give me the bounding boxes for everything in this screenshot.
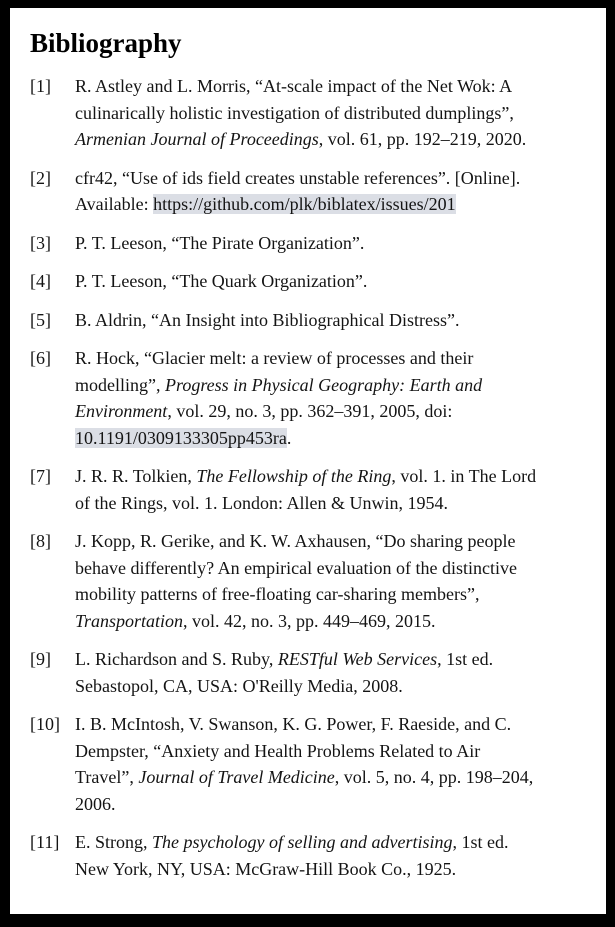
reference-link[interactable]: 10.1191/0309133305pp453ra: [75, 427, 287, 448]
reference-text: [75, 711, 533, 817]
reference-text-segment: J. R. R. Tolkien,: [75, 466, 197, 486]
reference-title-italic: Journal of Travel Medicine: [138, 767, 335, 787]
reference-title-italic: RESTful Web Services: [277, 649, 438, 669]
reference-entry: [30, 711, 588, 817]
reference-number: [4]: [30, 271, 51, 291]
reference-entry: [30, 230, 588, 257]
reference-text-segment: , 1st ed.: [452, 832, 509, 852]
reference-number: [7]: [30, 466, 51, 486]
reference-text-segment: , 1st ed.: [437, 649, 494, 669]
reference-text-segment: Dempster, “Anxiety and Health Problems Related to Air: [75, 740, 481, 761]
reference-text-segment: R. Hock, “Glacier melt: a review of processes and their: [75, 348, 474, 368]
reference-entry: [30, 165, 588, 218]
reference-text: [75, 165, 520, 218]
reference-text-segment: , vol. 5, no. 4, pp. 198–204,: [334, 767, 534, 787]
reference-text: [75, 307, 459, 334]
reference-text-segment: mobility patterns of free-floating car-sharing members”,: [75, 584, 480, 604]
reference-text-segment: behave differently? An empirical evaluation of the distinctive: [75, 557, 518, 578]
reference-number: [3]: [30, 232, 51, 253]
reference-entry: [30, 307, 588, 334]
reference-title-italic: The Fellowship of the Ring: [196, 466, 392, 486]
reference-text-segment: 2006.: [75, 793, 116, 814]
reference-text-segment: culinarically holistic investigation of distributed dumplings”,: [75, 102, 514, 123]
document-page: [10, 8, 606, 914]
reference-text: [75, 528, 517, 634]
reference-number: [1]: [30, 76, 51, 96]
reference-title-italic: Progress in Physical Geography: Earth and: [164, 374, 483, 395]
reference-text-segment: Sebastopol, CA, USA: O'Reilly Media, 2008.: [75, 675, 403, 696]
reference-entry: [30, 829, 588, 882]
reference-text-segment: , vol. 1. in The Lord: [391, 466, 537, 486]
reference-entry: [30, 463, 588, 516]
reference-entry: [30, 345, 588, 451]
reference-number: [9]: [30, 649, 51, 669]
reference-text: [75, 345, 482, 451]
reference-text-segment: modelling”,: [75, 374, 165, 395]
reference-entry: [30, 646, 588, 699]
reference-number: [5]: [30, 309, 51, 330]
reference-text-segment: P. T. Leeson, “The Quark Organization”.: [75, 271, 368, 291]
reference-text-segment: of the Rings, vol. 1. London: Allen & Unwin, 1954.: [75, 492, 448, 513]
reference-text-segment: R. Astley and L. Morris, “At-scale impact of the Net Wok: A: [75, 76, 513, 96]
reference-text-segment: I. B. McIntosh, V. Swanson, K. G. Power, F. Raeside, and C.: [75, 714, 512, 734]
reference-text-segment: , vol. 29, no. 3, pp. 362–391, 2005, doi:: [167, 401, 453, 421]
reference-text: [75, 230, 364, 257]
reference-text-segment: L. Richardson and S. Ruby,: [75, 649, 278, 669]
reference-title-italic: Environment: [75, 401, 168, 421]
reference-number: [2]: [30, 167, 51, 188]
reference-text-segment: .: [286, 427, 292, 448]
reference-title-italic: Armenian Journal of Proceedings: [75, 129, 319, 149]
reference-text: [75, 268, 367, 295]
reference-text-segment: B. Aldrin, “An Insight into Bibliographical Distress”.: [75, 309, 460, 330]
reference-entry: [30, 73, 588, 153]
reference-text: [75, 646, 493, 699]
reference-text: [75, 73, 526, 153]
reference-text-segment: , vol. 42, no. 3, pp. 449–469, 2015.: [183, 610, 436, 631]
reference-link[interactable]: https://github.com/plk/biblatex/issues/201: [153, 194, 456, 214]
reference-title-italic: Transportation: [75, 610, 184, 631]
reference-list: [30, 73, 588, 882]
reference-number: [8]: [30, 531, 51, 551]
reference-entry: [30, 268, 588, 295]
reference-number: [10]: [30, 714, 60, 734]
reference-number: [6]: [30, 348, 51, 368]
reference-text-segment: New York, NY, USA: McGraw-Hill Book Co., 1925.: [75, 858, 457, 879]
reference-text-segment: J. Kopp, R. Gerike, and K. W. Axhausen, “Do sharing people: [75, 531, 516, 551]
reference-text: [75, 829, 508, 882]
bibliography-heading: Bibliography: [30, 28, 182, 58]
reference-text-segment: , vol. 61, pp. 192–219, 2020.: [318, 129, 527, 149]
reference-text-segment: Travel”,: [75, 767, 139, 787]
reference-text-segment: E. Strong,: [75, 832, 153, 852]
reference-text-segment: cfr42, “Use of ids field creates unstable references”. [Online].: [75, 167, 521, 188]
reference-number: [11]: [30, 832, 60, 852]
reference-entry: [30, 528, 588, 634]
reference-text-segment: Available:: [75, 194, 154, 214]
reference-title-italic: The psychology of selling and advertising: [152, 832, 453, 852]
reference-text-segment: P. T. Leeson, “The Pirate Organization”.: [75, 232, 365, 253]
reference-text: [75, 463, 536, 516]
